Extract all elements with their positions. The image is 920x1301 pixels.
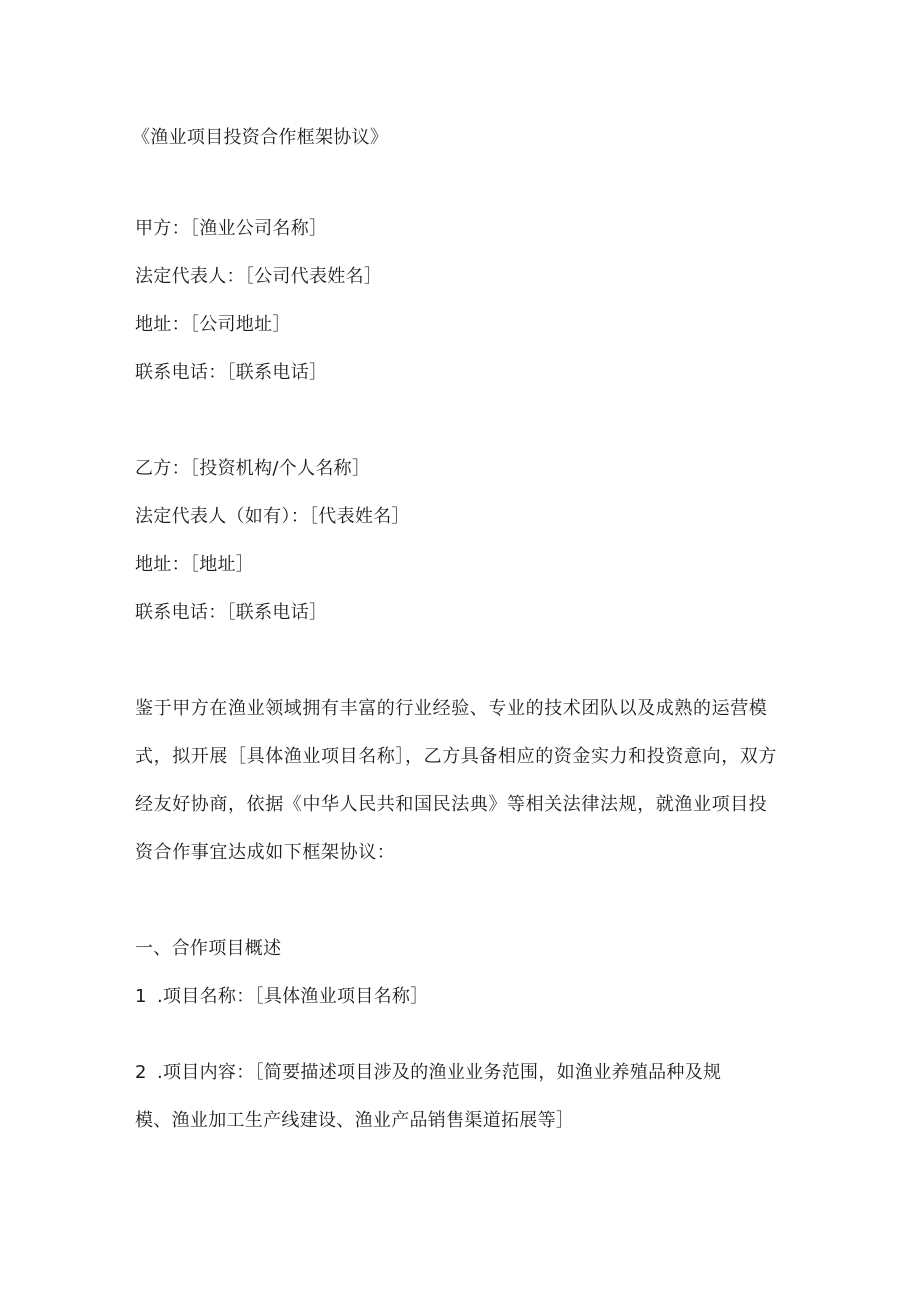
- item-text: .项目内容：［简要描述项目涉及的渔业业务范围，如渔业养殖品种及规: [157, 1062, 722, 1083]
- item-text-continuation: 模、渔业加工生产线建设、渔业产品销售渠道拓展等］: [135, 1110, 575, 1131]
- party-b-address: 地址：［地址］: [135, 554, 255, 575]
- party-b-representative: 法定代表人（如有）：［代表姓名］: [135, 506, 410, 527]
- party-a-phone: 联系电话：［联系电话］: [135, 362, 328, 383]
- document-title: 《渔业项目投资合作框架协议》: [132, 127, 389, 148]
- party-a-address: 地址：［公司地址］: [135, 314, 291, 335]
- item-text: .项目名称：［具体渔业项目名称］: [157, 986, 429, 1007]
- party-b-phone: 联系电话：［联系电话］: [135, 602, 328, 623]
- preamble-line: 经友好协商，依据《中华人民共和国民法典》等相关法律法规，就渔业项目投: [135, 794, 768, 815]
- party-a-name: 甲方：［渔业公司名称］: [135, 218, 328, 239]
- preamble-line: 资合作事宜达成如下框架协议：: [135, 842, 396, 863]
- item-number: 2: [135, 1062, 147, 1083]
- preamble-line: 鉴于甲方在渔业领域拥有丰富的行业经验、专业的技术团队以及成熟的运营模: [135, 698, 768, 719]
- party-a-representative: 法定代表人：［公司代表姓名］: [135, 266, 383, 287]
- party-b-name: 乙方：［投资机构/个人名称］: [135, 458, 371, 479]
- preamble-line: 式，拟开展［具体渔业项目名称］，乙方具备相应的资金实力和投资意向，双方: [135, 746, 777, 767]
- list-item: [135, 1061, 721, 1085]
- list-item: [135, 985, 429, 1009]
- section-heading: 一、合作项目概述: [135, 938, 282, 959]
- item-number: 1: [135, 986, 147, 1007]
